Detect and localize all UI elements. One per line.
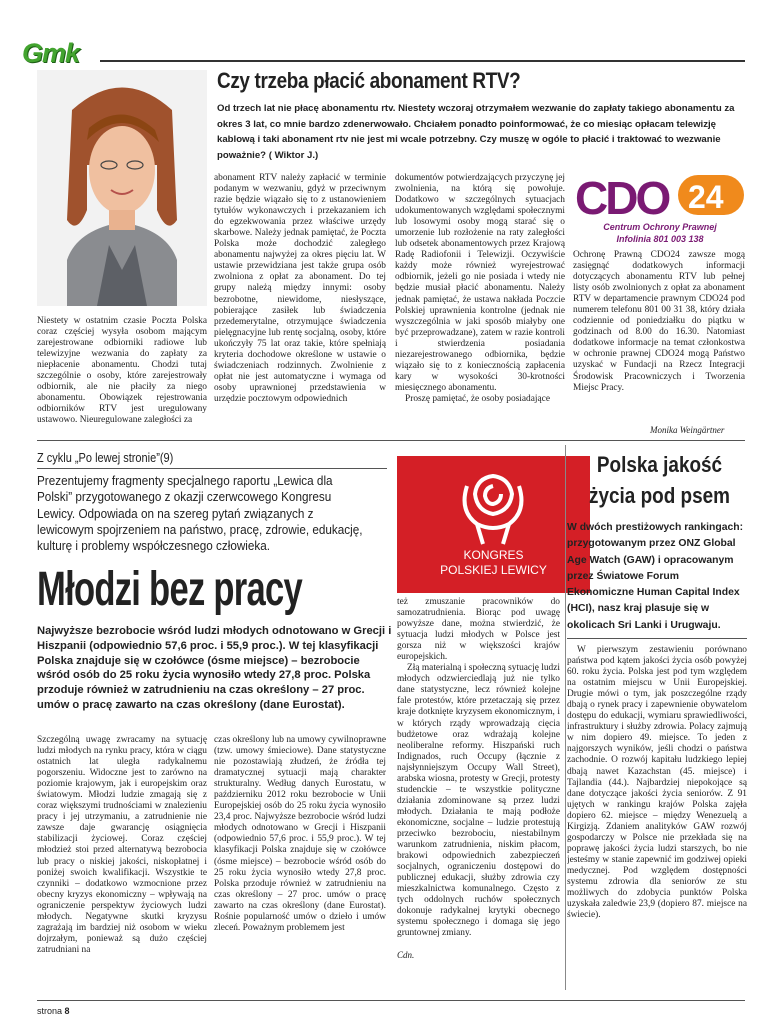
magazine-logo: Gmk bbox=[22, 38, 80, 68]
series-label: Z cyklu „Po lewej stronie”(9) bbox=[37, 451, 174, 465]
article1-col2: abonament RTV należy zapłacić w terminie podanym w wezwaniu, gdyż w przeciwnym razie będzie wiązało się to z ustanowieniem tytułów wykonawczych i przekazaniem ich do egzekwowania przez właściwe urzędy skarbowe. Należy jednak pamiętać, że Poczta Polska może dochodzić zaległego abonamentu najwyżej za okres pięciu lat. W ustawie przewidziana jest także grupa osób zwolniona z opłat za abonament. Do tej grupy należą między innymi: osoby bezrobotne, niewidome, niesłyszące, pobierające zasiłek lub świadczenia przedemerytalne, otrzymujące świadczenia pielęgnacyjne lub rentę socjalną, osoby, które ukończyły 75 lat oraz takie, które spełniają kryteria dochodowe określone w ustawie o świadczeniach rodzinnych. Zwolnienie z opłat nie jest automatyczne i wymaga od osoby uprawnionej przedstawienia w urzędzie pocztowym odpowiednich bbox=[214, 173, 386, 404]
article1-lead: Od trzech lat nie płacę abonamentu rtv. Niestety wczoraj otrzymałem wezwanie do zapłaty takiego abonamentu za okres 3 lat, co mnie bardzo zdenerwowało. Chciałem ponadto poinformować, że co miesiąc opłacam telewizję kablową i taki abonament rtv nie jest mi wcale potrzebny. Czy muszę w ogóle to płacić i traktować to wezwanie poważnie? ( Wiktor J.) bbox=[217, 103, 735, 161]
author-photo bbox=[37, 70, 207, 306]
kongres-logo bbox=[397, 456, 590, 593]
article2-col3-p1: też zmuszanie pracowników do samozatrudnienia. Biorąc pod uwagę powyższe dane, można stwierdzić, że sytuacja ludzi młodych w Polsce jest gorsza niż w większości krajów europejskich. bbox=[397, 597, 560, 663]
page-number: strona 8 bbox=[37, 1006, 70, 1016]
kongres-text-1: KONGRES bbox=[463, 548, 524, 562]
article3-title: Polska jakość życia pod psem bbox=[589, 452, 730, 508]
series-rule bbox=[37, 468, 387, 469]
cdo-subtitle: Centrum Ochrony Prawnej bbox=[603, 222, 717, 232]
article3-lead: W dwóch prestiżowych rankingach: przygotowanym przez ONZ Global Age Watch (GAW) i opracowanym przez Światowe Forum Ekonomiczne Human Capital Index (HCI), nasz kraj plasuje się w okolicach Sri Lanki i Urugwaju. bbox=[567, 522, 744, 631]
article1-title: Czy trzeba płacić abonament RTV? bbox=[217, 68, 521, 93]
article3-rule bbox=[567, 638, 747, 639]
article2-col2: czas określony lub na umowy cywilnoprawne (tzw. umowy śmieciowe). Dane statystyczne nie pozostawiają złudzeń, że źródła tej dramatycznej sytuacji mają charakter strukturalny. Według danych Eurostatu, w październiku 2012 roku bezrobocie w Unii Europejskiej osób do 25 roku życia wynosiło 23,4 proc. Najwyższe bezrobocie wśród ludzi młodych odnotowano w Grecji i Hiszpanii (odpowiednio 57,6 proc. i 55,9 proc.). W tej klasyfikacji Polska znajduje się w czołówce (ósme miejsce) – bezrobocie wśród osób do 25 roku życia wynosiło wtedy 27,8 proc. Polska przoduje również w zatrudnieniu na czas określony – 27 proc. umów o pracę zawarto na czas określony (dane Eurostat). Rośnie popularność umów o dzieło i umów zleceń. Poważnym problemem jest bbox=[214, 735, 386, 933]
kongres-text-2: POLSKIEJ LEWICY bbox=[440, 563, 547, 577]
article2-title: Młodzi bez pracy bbox=[37, 563, 303, 616]
cdo-hotline: Infolinia 801 003 138 bbox=[616, 234, 704, 244]
article1-col3: dokumentów potwierdzających przyczynę jej zwolnienia, na którą się powołuje. Dodatkowo w szczególnych sytuacjach udokumentowanych względami społecznymi lub losowymi osoby mogą starać się o umorzenie lub rozłożenie na raty zaległości lub odsetek abonamentowych przez Krajową Radę Radiofonii i Telewizji. Oczywiście każdy może również wyrejestrować odbiornik, jeżeli go nie posiada i wtedy nie będzie musiał płacić abonamentu. Należy jednak pamiętać, że ustawa nakłada Poczcie Polskiej uprawnienia kontrolne (jednak nie wyszczególnia w jaki sposób miałyby one być przeprowadzane), zatem w razie kontroli i stwierdzenia posiadania niezarejestrowanego odbiornika, będzie wiązało się to z koniecznością zapłacenia kary w wysokości 30-krotności miesięcznego abonamentu. Proszę pamiętać, że osoby posiadające bbox=[395, 173, 565, 404]
cdo24-logo bbox=[573, 170, 747, 250]
cdo-logo-number: 24 bbox=[688, 179, 724, 215]
article3-body: W pierwszym zestawieniu porównano państwa pod kątem jakości życia osób powyżej 60. roku życia. Polska jest pod tym względem na ostatnim miejscu w Unii Europejskiej. Drugie mówi o tym, jak poszczególne rządy dbają o rynek pracy i zapewnienie obywatelom dostępu do edukacji, wymiaru sprawiedliwości, infrastruktury i służby zdrowia. Polacy zajmują w nim dopiero 49. miejsce. To jeden z najgorszych wyników, jeśli chodzi o państwa zachodnie. O rozwój kapitału ludzkiego lepiej dbają nawet Kazachstan (45. miejsce) i Tajlandia (44.). Najbardziej niepokojące są dane dotyczące jakości życia seniorów. Z 91 ujętych w rankingu krajów Polska zajęła dopiero 62. miejsce – między Wenezuelą a Kirgizją. Zdaniem analityków GAW rozwój gospodarczy w Polsce nie przekłada się na poprawę jakości życia ludzi starszych, bo nie jesteśmy w stanie zapewnić im godziwej opieki medycznej. Pod względem dostępności systemu zdrowia dla seniorów ze stu możliwych do zdobycia punktów Polska uzyskała zaledwie 23,9 (dopiero 87. miejsce na świecie). bbox=[567, 645, 747, 921]
article1-col4: Ochronę Prawną CDO24 zawsze mogą zasięgnąć dodatkowych informacji dotyczących abonamentu RTV lub pełnej listy osób zwolnionych z opłat za abonament RTV w departamencie prawnym CDO24 pod numerem telefonu 801 00 31 38, który działa codziennie od poniedziałku do piątku w godzinach od 8.00 do 16.30. Natomiast dodatkowe informacje na temat członkostwa w ochronie prawnej CDO24 mogą Państwo uzyskać w Fundacji na Rzecz Integracji Środowisk Pracowniczych i Tworzenia Miejsc Pracy. bbox=[573, 250, 745, 393]
column-divider bbox=[565, 445, 566, 990]
article2-col3-p2: Złą materialną i społeczną sytuację ludzi młodych odzwierciedlają już nie tylko dane statystyczne, lecz również kolejne fale protestów, które przetaczają się przez kraje dotknięte kryzysem ekonomicznym, i w których rządy wprowadzają cięcia budżetowe oraz wdrażają kolejne neoliberalne reformy. Hiszpański ruch Indignados, ruch Occupy (łącznie z najsłynniejszym Occupy Wall Street), arabska wiosna, protesty w Grecji, protesty studenckie – te wszystkie polityczne działania zdominowane są przez ludzi młodych. Działania te mają podłoże ekonomiczne, socjalne – ludzie protestują przeciwko bezrobociu, niestabilnym warunkom zatrudnienia, niskim płacom, brakowi odpowiednich zabezpieczeń socjalnych, ograniczeniu dostępowi do publicznej edukacji, służby zdrowia czy mieszkalnictwa komunalnego. Często z tych oddolnych ruchów społecznych dokonuje radykalnej krytyki obecnego systemu społecznego i domaga się jego gruntownej zmiany. bbox=[397, 663, 560, 939]
footer-rule bbox=[37, 1000, 745, 1001]
cdo-logo-text: CDO bbox=[575, 172, 669, 222]
article2-signature: Cdn. bbox=[397, 950, 415, 960]
header-rule bbox=[100, 60, 745, 62]
article1-col1: Niestety w ostatnim czasie Poczta Polska coraz częściej wysyła osobom mającym zarejestrowane odbiorniki radiowe lub telewizyjne wezwania do zapłaty za niepłacenie abonamentu. Chodzi tutaj szczególnie o osoby, które zarejestrowały odbiornik, ale nie płaciły za niego abonamentu. Obowiązek rejestrowania odbiorników RTV jest uregulowany ustawowo. Nieuregulowane zaległości za bbox=[37, 316, 207, 426]
article2-col3 bbox=[397, 597, 560, 942]
section-rule bbox=[37, 440, 745, 441]
article2-lead: Najwyższe bezrobocie wśród ludzi młodych odnotowano w Grecji i Hiszpanii (odpowiednio 57,6 proc. i 55,9 proc.). W tej klasyfikacji Polska znajduje się w czołówce (ósme miejsce) – bezrobocie wśród osób do 25 roku życia wynosiło wtedy 27,8 proc. Polska przoduje również w zatrudnieniu na czas określony – 27 proc. umów o pracę zawarto na czas określony (dane Eurostat). bbox=[37, 625, 392, 711]
article1-signature: Monika Weingärtner bbox=[650, 425, 725, 435]
article2-intro: Prezentujemy fragmenty specjalnego raportu „Lewica dla Polski” przygotowanego z okazji czerwcowego Kongresu Lewicy. Odpowiada on na szereg pytań związanych z lewicowym spojrzeniem na państwo, pracę, zdrowie, edukację, kulturę i problemy współczesnego człowieka. bbox=[37, 474, 363, 554]
article2-col1: Szczególną uwagę zwracamy na sytuację ludzi młodych na rynku pracy, która w ciągu ostatnich lat uległa radykalnemu pogorszeniu. Widoczne jest to zarówno na poziomie krajowym, jak i europejskim oraz światowym. Młodzi ludzie zmagają się z coraz większymi trudnościami w znalezieniu pracy i jej utrzymaniu, a zatrudnienie nie zawsze daje gwarancję osiągnięcia stabilizacji życiowej. Coraz częściej młodzież stoi przed alternatywą bezrobocia lub pracy o niskiej jakości, niskopłatnej i poniżej swoich kwalifikacji. Wszystkie te czynniki – dodatkowo wzmocnione przez obecny kryzys ekonomiczny – wpływają na ograniczenie perspektyw życiowych ludzi młodych. Negatywne skutki kryzysu zagrażają im bardziej niż osobom w wieku dojrzałym, ponieważ są dużo częściej zatrudniani na bbox=[37, 735, 207, 955]
